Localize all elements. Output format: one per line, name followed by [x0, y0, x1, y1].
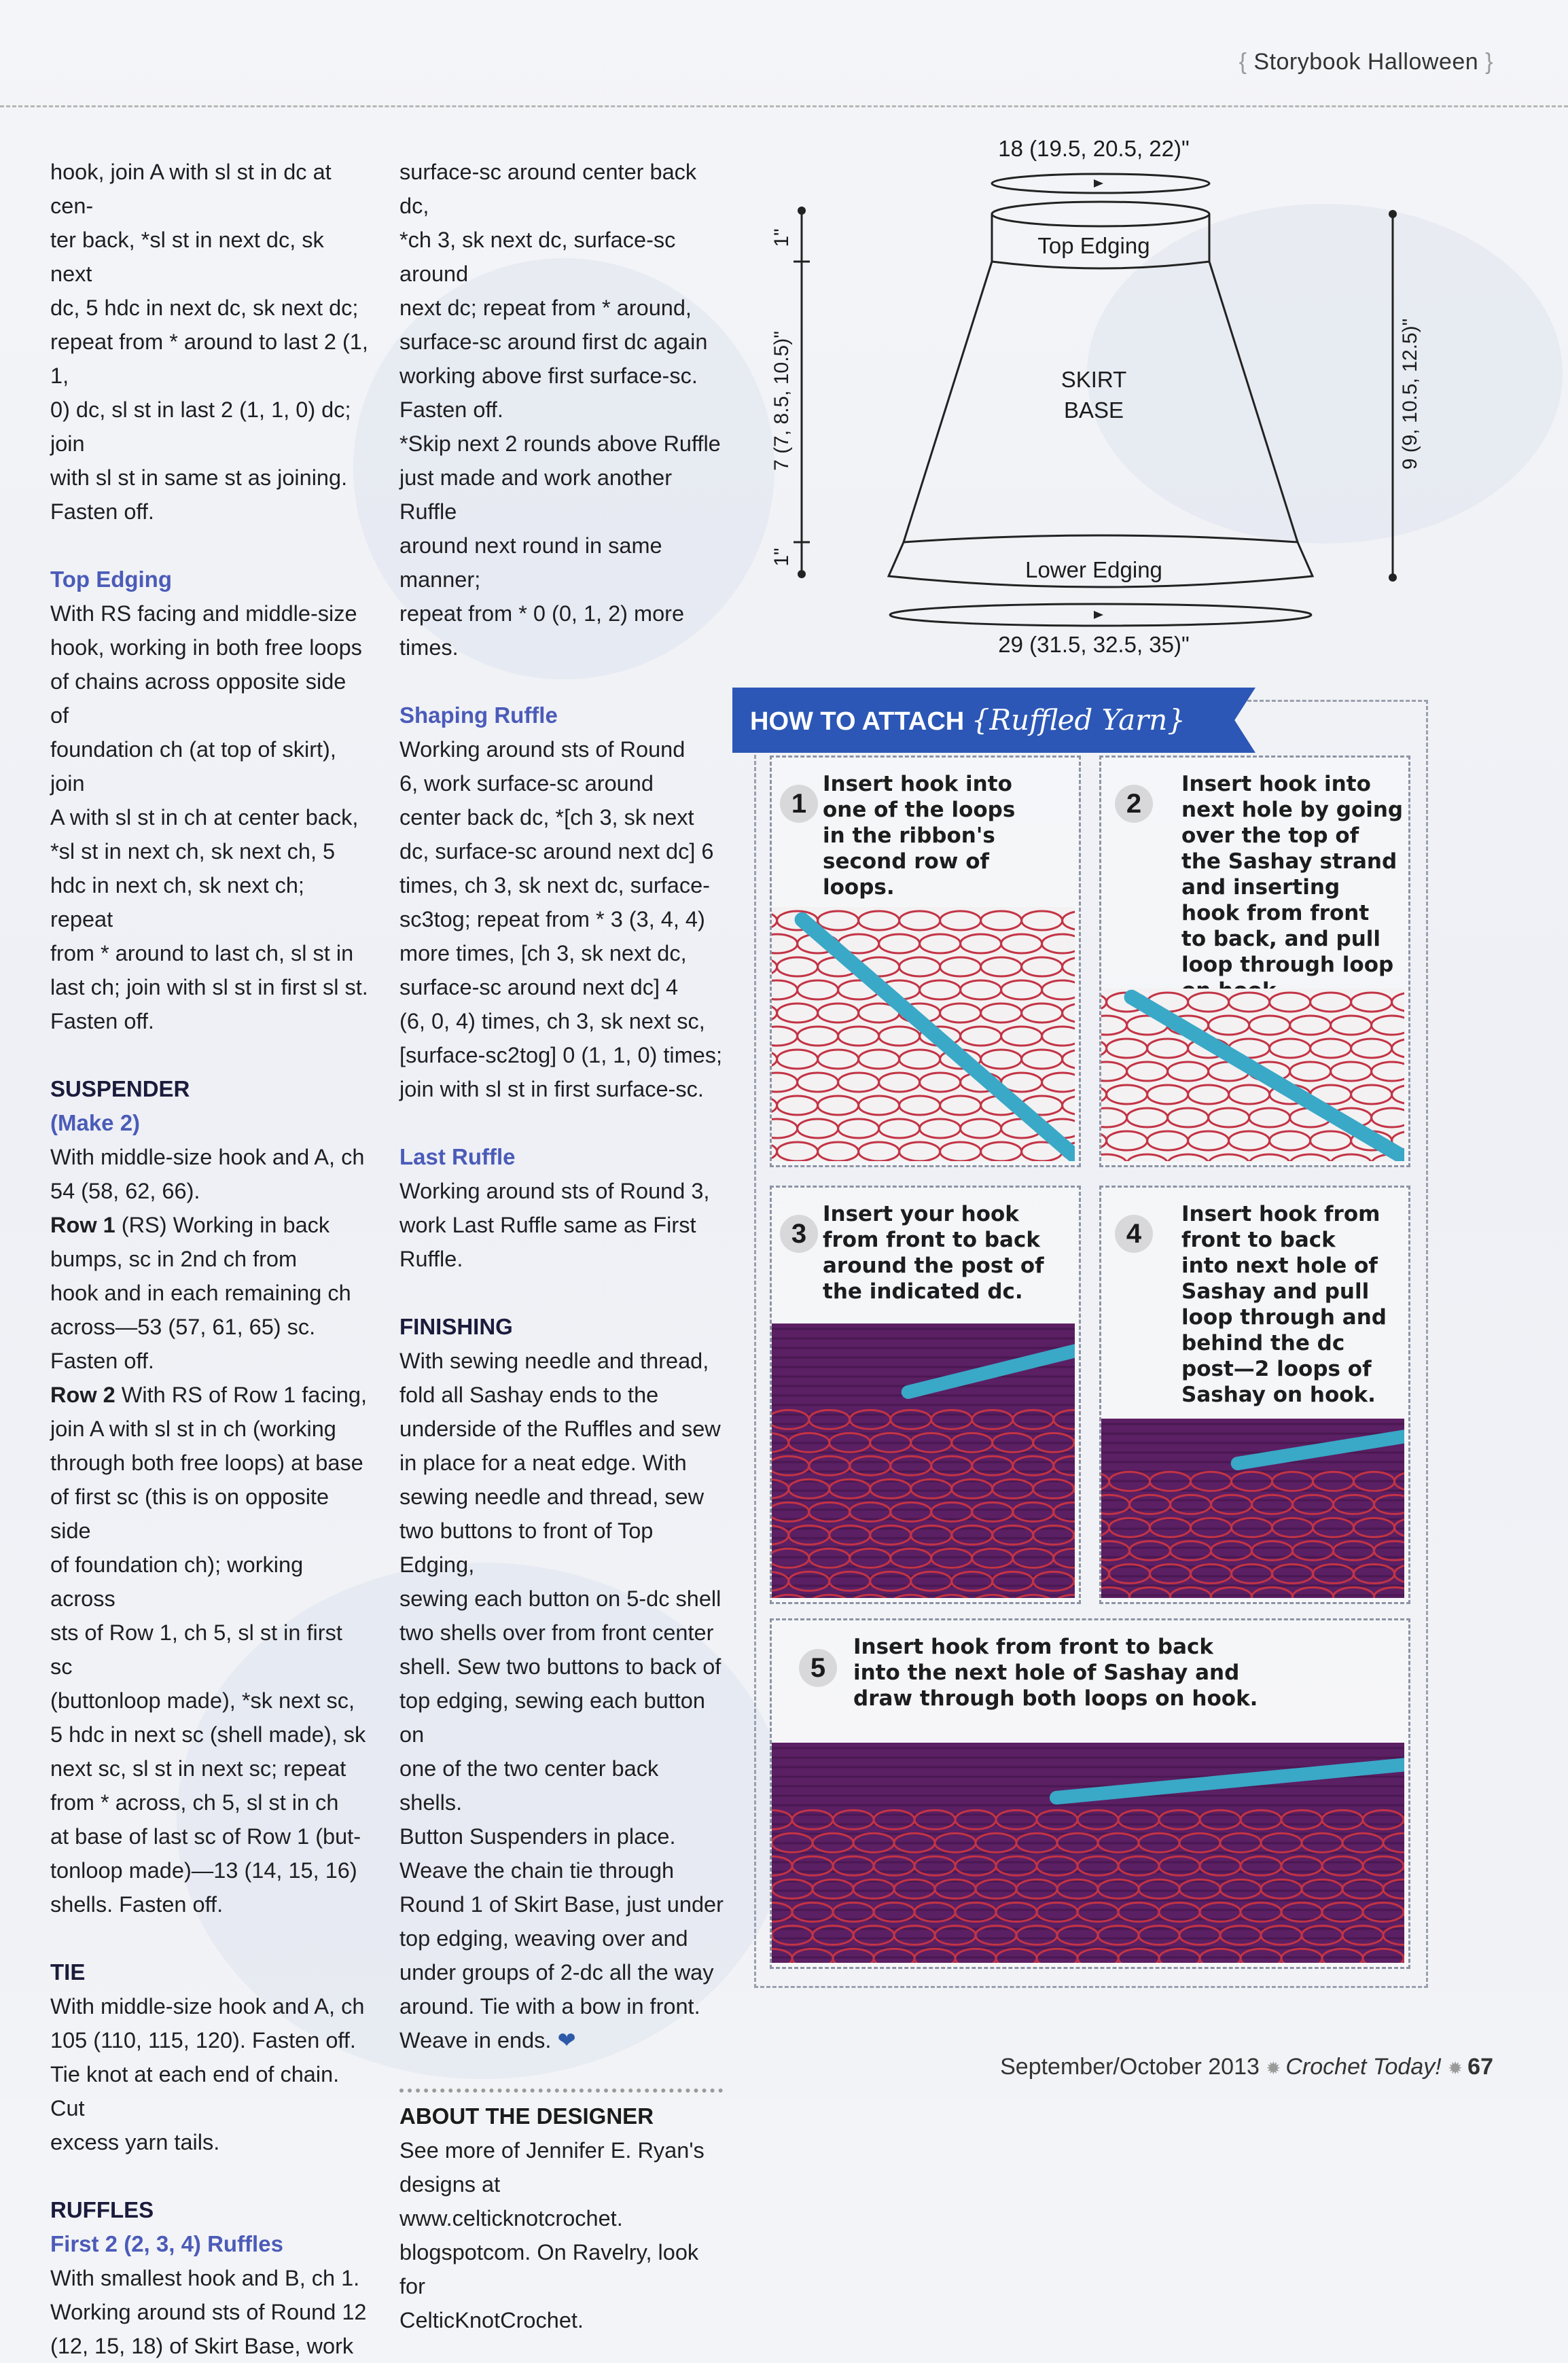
instruction-line: last ch; join with sl st in first sl st. [50, 970, 370, 1004]
step-photo [1101, 1419, 1404, 1598]
about-line: See more of Jennifer E. Ryan's [399, 2133, 726, 2167]
step-instruction-line: Sashay on hook. [1181, 1382, 1387, 1408]
instruction-line: from * around to last ch, sl st in [50, 936, 370, 970]
bottom-width-label: 29 (31.5, 32.5, 35)" [998, 632, 1189, 657]
about-line: designs at www.celticknotcrochet. [399, 2167, 726, 2235]
step-number-badge: 4 [1115, 1215, 1153, 1253]
instruction-line: *Skip next 2 rounds above Ruffle [399, 427, 726, 461]
step-photo-illustration [772, 1323, 1075, 1598]
instruction-line: A with sl st in ch at center back, [50, 800, 370, 834]
instruction-line: hook and in each remaining ch [50, 1276, 370, 1310]
step-instruction-line: draw through both loops on hook. [853, 1686, 1258, 1711]
right-height-label: 9 (9, 10.5, 12.5)" [1399, 319, 1421, 469]
section-heading: FINISHING [399, 1310, 726, 1344]
about-line: blogspotcom. On Ravelry, look for [399, 2235, 726, 2303]
step-instruction-line: Insert your hook [823, 1201, 1044, 1227]
instruction-line: next dc; repeat from * around, [399, 291, 726, 325]
instruction-line: of first sc (this is on opposite side [50, 1480, 370, 1548]
header-brace-right: } [1478, 49, 1493, 75]
instruction-line: through both free loops) at base [50, 1446, 370, 1480]
column-2-body [399, 155, 726, 2057]
instruction-line: Fasten off. [50, 1344, 370, 1378]
top-width-label: 18 (19.5, 20.5, 22)" [998, 136, 1189, 161]
instruction-line: Round 1 of Skirt Base, just under [399, 1887, 726, 1921]
instruction-line: surface-sc around first dc again [399, 325, 726, 359]
section-title: Storybook Halloween [1253, 49, 1478, 75]
instruction-line: 5 hdc in next sc (shell made), sk [50, 1718, 370, 1752]
instruction-line: in place for a neat edge. With [399, 1446, 726, 1480]
step-number-badge: 2 [1115, 785, 1153, 823]
skirt-base-label-2: BASE [1064, 397, 1124, 423]
page-footer [1000, 2054, 1493, 2080]
how-to-step-4 [1099, 1186, 1410, 1604]
instruction-line: shell. Sew two buttons to back of [399, 1650, 726, 1684]
instruction-line: Fasten off. [50, 1004, 370, 1038]
right-dimension-dot [1389, 210, 1397, 218]
step-instruction-line: behind the dc [1181, 1330, 1387, 1356]
instruction-line: working above first surface-sc. [399, 359, 726, 393]
instruction-line: sewing needle and thread, sew [399, 1480, 726, 1514]
instruction-line: Ruffle. [399, 1242, 726, 1276]
left-mid-label: 7 (7, 8.5, 10.5)" [770, 331, 793, 471]
step-instruction-line: loops. [823, 874, 1015, 900]
instruction-line: surface-sc around next dc] 4 [399, 970, 726, 1004]
instruction-line: hdc in next ch, sk next ch; repeat [50, 868, 370, 936]
step-number-badge: 3 [780, 1215, 818, 1253]
section-subheading: First 2 (2, 3, 4) Ruffles [50, 2227, 370, 2261]
instruction-line: underside of the Ruffles and sew [399, 1412, 726, 1446]
step-instruction-line: Insert hook into [1181, 771, 1403, 797]
instruction-line: With smallest hook and B, ch 1. [50, 2261, 370, 2295]
instruction-line: work Last Ruffle same as First [399, 1208, 726, 1242]
banner-caps: HOW TO ATTACH [750, 707, 964, 736]
step-instruction-line: around the post of [823, 1253, 1044, 1279]
row-instruction [50, 1208, 370, 1242]
instruction-line: fold all Sashay ends to the [399, 1378, 726, 1412]
step-number-badge: 1 [780, 785, 818, 823]
instruction-line: dc, 5 hdc in next dc, sk next dc; [50, 291, 370, 325]
step-photo [772, 1743, 1404, 1963]
instruction-line: under groups of 2-dc all the way [399, 1955, 726, 1989]
instruction-line: just made and work another Ruffle [399, 461, 726, 529]
step-instruction-line: and inserting [1181, 874, 1403, 900]
instruction-line: join A with sl st in ch (working [50, 1412, 370, 1446]
about-designer-text [399, 2133, 726, 2337]
step-instruction-line: the Sashay strand [1181, 849, 1403, 874]
instruction-line: 6, work surface-sc around [399, 766, 726, 800]
step-instruction [853, 1634, 1258, 1711]
step-number-badge: 5 [799, 1649, 837, 1687]
instruction-line: foundation ch (at top of skirt), join [50, 732, 370, 800]
about-divider [399, 2089, 723, 2093]
step-instruction-line: second row of [823, 849, 1015, 874]
step-instruction-line: front to back [1181, 1227, 1387, 1253]
row-label: Row 1 [50, 1213, 115, 1237]
instruction-line: 105 (110, 115, 120). Fasten off. [50, 2023, 370, 2057]
instruction-line: *sl st in next ch, sk next ch, 5 [50, 834, 370, 868]
step-instruction [1181, 1201, 1387, 1408]
instruction-line: dc, surface-sc around next dc] 6 [399, 834, 726, 868]
row-instruction [50, 1378, 370, 1412]
left-dimension-dot [798, 570, 806, 578]
instruction-line: with sl st in same st as joining. [50, 461, 370, 495]
instruction-line: surface-sc around center back dc, [399, 155, 726, 223]
instruction-line: of foundation ch); working across [50, 1548, 370, 1616]
instruction-line: With sewing needle and thread, [399, 1344, 726, 1378]
instruction-line: repeat from * around to last 2 (1, 1, [50, 325, 370, 393]
instruction-line: hook, join A with sl st in dc at cen- [50, 155, 370, 223]
instruction-line: 0) dc, sl st in last 2 (1, 1, 0) dc; join [50, 393, 370, 461]
instruction-line: of chains across opposite side of [50, 664, 370, 732]
instruction-line: [surface-sc2tog] 0 (1, 1, 0) times; [399, 1038, 726, 1072]
instruction-line: around next round in same manner; [399, 529, 726, 597]
instruction-line: tonloop made)—13 (14, 15, 16) [50, 1853, 370, 1887]
step-instruction-line: loop through and [1181, 1304, 1387, 1330]
instruction-line: center back dc, *[ch 3, sk next [399, 800, 726, 834]
step-photo-illustration [772, 907, 1075, 1161]
step-instruction [823, 1201, 1044, 1304]
instruction-line: *ch 3, sk next dc, surface-sc around [399, 223, 726, 291]
section-heading: TIE [50, 1955, 370, 1989]
section-subheading: (Make 2) [50, 1106, 370, 1140]
step-instruction-line: hook from front [1181, 900, 1403, 926]
instruction-line: Working around sts of Round 12 [50, 2295, 370, 2329]
instruction-line [399, 2023, 726, 2057]
how-to-banner-title [750, 700, 1186, 741]
step-instruction [823, 771, 1015, 900]
step-photo [1101, 989, 1404, 1161]
row-text: (RS) Working in back [115, 1213, 329, 1237]
instruction-text: Weave in ends. [399, 2028, 557, 2053]
top-edging-label: Top Edging [1037, 233, 1150, 258]
instruction-line: more times, [ch 3, sk next dc, [399, 936, 726, 970]
instruction-line: Weave the chain tie through [399, 1853, 726, 1887]
row-label: Row 2 [50, 1383, 115, 1407]
how-to-step-2 [1099, 756, 1410, 1167]
step-instruction-line: to back, and pull [1181, 926, 1403, 952]
skirt-schematic [761, 122, 1522, 679]
instructions-column-1 [50, 155, 370, 2363]
section-header [1239, 49, 1493, 75]
instruction-line: two shells over from front center [399, 1616, 726, 1650]
step-instruction-line: over the top of [1181, 823, 1403, 849]
instruction-line: excess yarn tails. [50, 2125, 370, 2159]
heart-icon: ❤ [557, 2028, 575, 2053]
step-instruction-line: in the ribbon's [823, 823, 1015, 849]
instruction-line: With middle-size hook and A, ch [50, 1989, 370, 2023]
banner-script: {Ruffled Yarn} [972, 703, 1186, 736]
instruction-line: (buttonloop made), *sk next sc, [50, 1684, 370, 1718]
step-instruction-line: one of the loops [823, 797, 1015, 823]
step-photo-illustration [1101, 1419, 1404, 1598]
instruction-line: one of the two center back shells. [399, 1752, 726, 1819]
step-instruction-line: the indicated dc. [823, 1279, 1044, 1304]
instruction-line: Fasten off. [50, 495, 370, 529]
step-photo [772, 1323, 1075, 1598]
header-divider [0, 105, 1568, 107]
section-heading: RUFFLES [50, 2193, 370, 2227]
instruction-line: With RS facing and middle-size [50, 597, 370, 630]
section-heading: Last Ruffle [399, 1140, 726, 1174]
footer-star-icon: ✹ [1448, 2058, 1467, 2078]
instruction-line: Button Suspenders in place. [399, 1819, 726, 1853]
instruction-line: across—53 (57, 61, 65) sc. [50, 1310, 370, 1344]
how-to-step-5 [770, 1618, 1410, 1969]
instruction-line: Fasten off. [399, 393, 726, 427]
header-brace-left: { [1239, 49, 1254, 75]
instruction-line: (6, 0, 4) times, ch 3, sk next sc, [399, 1004, 726, 1038]
section-heading: Top Edging [50, 563, 370, 597]
instruction-line: from * across, ch 5, sl st in ch [50, 1785, 370, 1819]
about-designer-title: ABOUT THE DESIGNER [399, 2099, 726, 2133]
instruction-line: sts of Row 1, ch 5, sl st in first sc [50, 1616, 370, 1684]
instruction-line: sewing each button on 5-dc shell [399, 1582, 726, 1616]
instruction-line: top edging, sewing each button on [399, 1684, 726, 1752]
lower-edging-label: Lower Edging [1025, 557, 1162, 582]
row-text: With RS of Row 1 facing, [115, 1383, 367, 1407]
instruction-line: repeat from * 0 (0, 1, 2) more times. [399, 597, 726, 664]
bottom-width-arrowhead [1094, 611, 1103, 619]
instruction-line: top edging, weaving over and [399, 1921, 726, 1955]
magazine-name: Crochet Today! [1285, 2054, 1441, 2080]
instruction-line: 54 (58, 62, 66). [50, 1174, 370, 1208]
footer-star-icon: ✹ [1266, 2058, 1285, 2078]
step-instruction-line: into the next hole of Sashay and [853, 1660, 1258, 1686]
instruction-line: next sc, sl st in next sc; repeat [50, 1752, 370, 1785]
instruction-line: join with sl st in first surface-sc. [399, 1072, 726, 1106]
skirt-base-label-1: SKIRT [1061, 367, 1127, 392]
step-instruction-line: Sashay and pull [1181, 1279, 1387, 1304]
step-photo-illustration [1101, 989, 1404, 1161]
instruction-line: Working around sts of Round 3, [399, 1174, 726, 1208]
instruction-line: at base of last sc of Row 1 (but- [50, 1819, 370, 1853]
left-dimension-dot [798, 207, 806, 215]
step-instruction-line: Insert hook into [823, 771, 1015, 797]
instruction-line: sc3tog; repeat from * 3 (3, 4, 4) [399, 902, 726, 936]
step-instruction-line: Insert hook from front to back [853, 1634, 1258, 1660]
instruction-line: (12, 15, 18) of Skirt Base, work [50, 2329, 370, 2363]
how-to-step-1 [770, 756, 1081, 1167]
top-width-arrowhead [1094, 179, 1103, 188]
step-instruction-line: into next hole of [1181, 1253, 1387, 1279]
instruction-line: bumps, sc in 2nd ch from [50, 1242, 370, 1276]
instruction-line: hook, working in both free loops [50, 630, 370, 664]
how-to-step-3 [770, 1186, 1081, 1604]
about-line: CelticKnotCrochet. [399, 2303, 726, 2337]
issue-date: September/October 2013 [1000, 2054, 1260, 2080]
instructions-column-2 [399, 155, 726, 2337]
step-instruction-line: from front to back [823, 1227, 1044, 1253]
instruction-line: two buttons to front of Top Edging, [399, 1514, 726, 1582]
instruction-line: Working around sts of Round [399, 732, 726, 766]
top-edging-ellipse [992, 202, 1209, 226]
step-instruction [1181, 771, 1403, 1003]
left-bottom-label: 1" [770, 548, 793, 566]
left-top-label: 1" [770, 228, 793, 247]
instruction-line: times, ch 3, sk next dc, surface- [399, 868, 726, 902]
step-instruction-line: next hole by going [1181, 797, 1403, 823]
section-heading: Shaping Ruffle [399, 698, 726, 732]
page-number: 67 [1467, 2054, 1493, 2080]
instruction-line: With middle-size hook and A, ch [50, 1140, 370, 1174]
step-instruction-line: Insert hook from [1181, 1201, 1387, 1227]
instruction-line: around. Tie with a bow in front. [399, 1989, 726, 2023]
step-photo-illustration [772, 1743, 1404, 1963]
instruction-line: shells. Fasten off. [50, 1887, 370, 1921]
instruction-line: ter back, *sl st in next dc, sk next [50, 223, 370, 291]
instruction-line: Tie knot at each end of chain. Cut [50, 2057, 370, 2125]
section-heading: SUSPENDER [50, 1072, 370, 1106]
step-photo [772, 907, 1075, 1161]
right-dimension-dot [1389, 573, 1397, 582]
step-instruction-line: post—2 loops of [1181, 1356, 1387, 1382]
step-instruction-line: loop through loop [1181, 952, 1403, 978]
